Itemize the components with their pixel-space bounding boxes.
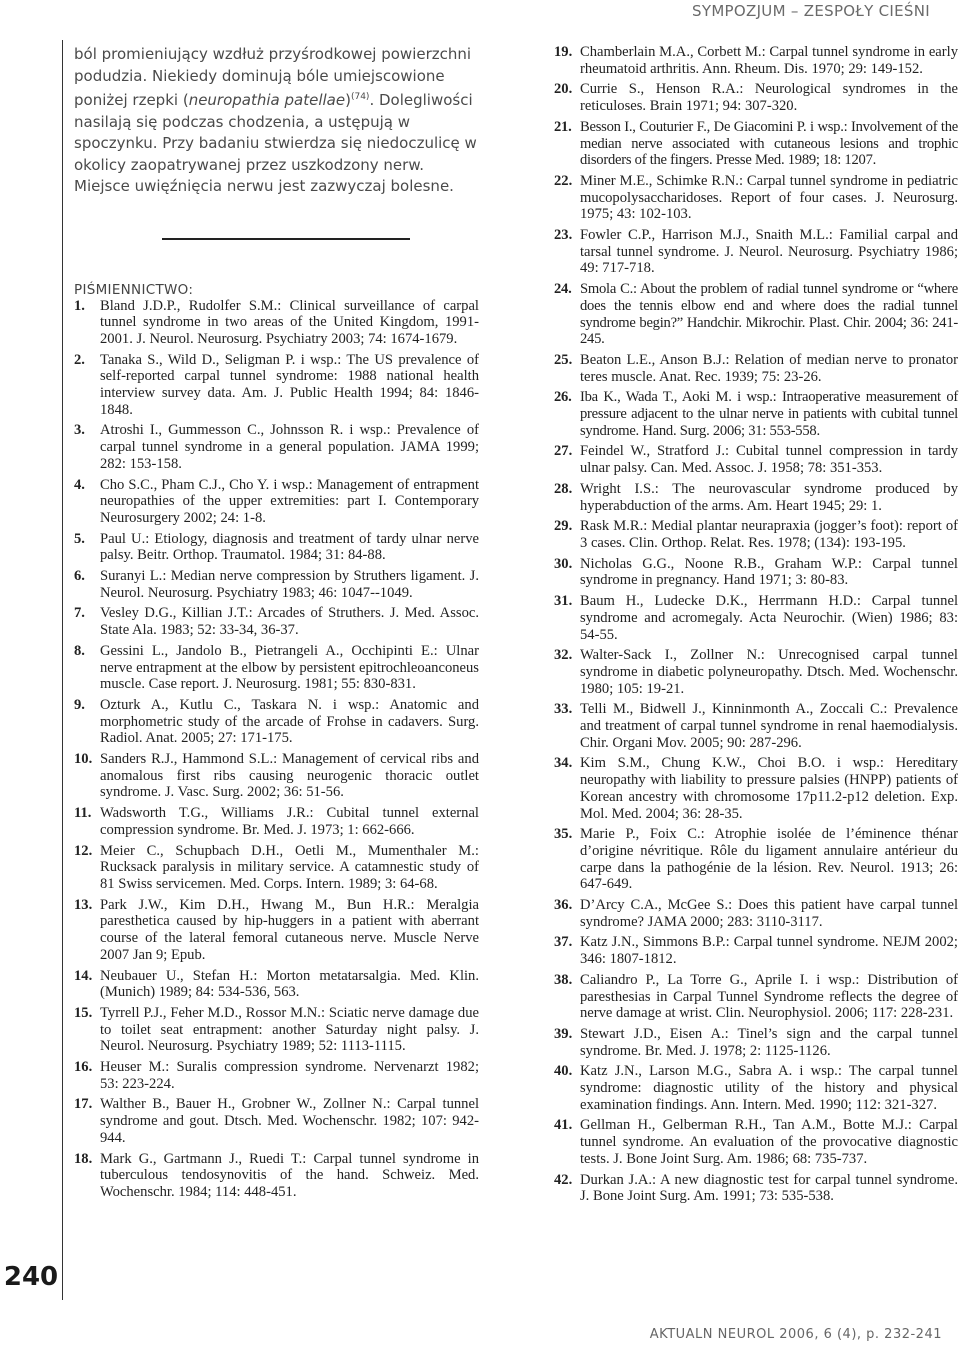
reference-item: 1. Bland J.D.P., Rudolfer S.M.: Clinical surveillance of carpal tunnel syndrome in two areas of the United Kingdom, 1991-2001. J. Neurol. Neurosurg. Psychiatry 2003; 74: 1674-1679. — [74, 297, 479, 347]
reference-item: 2. Tanaka S., Wild D., Seligman P. i wsp.: The US prevalence of self-reported carpal tunnel syndrome: 1988 national health interview survey data. Am. J. Public Health 1994; 84: 1846-1848. — [74, 351, 479, 418]
reference-item: 39. Stewart J.D., Eisen A.: Tinel’s sign and the carpal tunnel syndrome. Br. Med. J. 1978; 2: 1125-1126. — [554, 1025, 958, 1059]
reference-item: 29. Rask M.R.: Medial plantar neurapraxia (jogger’s foot): report of 3 cases. Clin. Orthop. Relat. Res. 1978; (134): 193-195. — [554, 518, 958, 551]
reference-item: 21. Besson I., Couturier F., De Giacomini P. i wsp.: Involvement of the median nerve associated with cutaneous lesions and trophic disorders of the fingers. Presse Med. 1989; 18: 1207. — [554, 118, 958, 169]
reference-item: 22. Miner M.E., Schimke R.N.: Carpal tunnel syndrome in pediatric mucopolysaccharidoses. Report of four cases. J. Neurosurg. 1975; 43: 102-103. — [554, 172, 958, 223]
reference-item: 3. Atroshi I., Gummesson C., Johnsson R. i wsp.: Prevalence of carpal tunnel syndrome in a general population. JAMA 1999; 282: 153-158. — [74, 422, 479, 472]
reference-item: 16. Heuser M.: Suralis compression syndrome. Nervenarzt 1982; 53: 223-224. — [74, 1059, 479, 1092]
reference-list-left — [74, 298, 479, 1201]
journal-footer: AKTUALN NEUROL 2006, 6 (4), p. 232-241 — [649, 1327, 942, 1342]
reference-item: 14. Neubauer U., Stefan H.: Morton metatarsalgia. Med. Klin. (Munich) 1989; 84: 534-536, 563. — [74, 967, 479, 1001]
left-column — [74, 44, 479, 1205]
reference-item: 24. Smola C.: About the problem of radial tunnel syndrome or “where does the tennis elbow end and where does the radial tunnel syndrome begin?” Handchir. Mikrochir. Plast. Chir. 2004; 36: 241-245. — [554, 281, 958, 348]
reference-item: 30. Nicholas G.G., Noone R.B., Graham W.P.: Carpal tunnel syndrome in pregnancy. Hand 1971; 3: 80-83. — [554, 555, 958, 589]
reference-item: 18. Mark G., Gartmann J., Ruedi T.: Carpal tunnel syndrome in tuberculous tendosynovitis of the hand. Schweiz. Med. Wochenschr. 1984; 114: 448-451. — [74, 1150, 479, 1200]
reference-item: 41. Gellman H., Gelberman R.H., Tan A.M., Botte M.J.: Carpal tunnel syndrome. An evaluation of the provocative diagnostic tests. J. Bone Joint Surg. Am. 1986; 68: 735-737. — [554, 1117, 958, 1167]
reference-item: 19. Chamberlain M.A., Corbett M.: Carpal tunnel syndrome in early rheumatoid arthritis. Ann. Rheum. Dis. 1970; 29: 149-152. — [554, 44, 958, 77]
references-heading: PIŚMIENNICTWO: — [74, 281, 194, 298]
reference-item: 28. Wright I.S.: The neurovascular syndrome produced by hyperabduction of the arms. Am. Heart 1945; 29: 1. — [554, 480, 958, 514]
reference-item: 40. Katz J.N., Larson M.G., Sabra A. i wsp.: The carpal tunnel syndrome: diagnostic utility of the history and physical examination findings. Ann. Intern. Med. 1990; 112: 321-327. — [554, 1063, 958, 1113]
reference-item: 32. Walter-Sack I., Zollner N.: Unrecognised carpal tunnel syndrome in diabetic polyneuropathy. Dtsch. Med. Wochenschr. 1980; 105: 19-21. — [554, 647, 958, 697]
reference-item: 6. Suranyi L.: Median nerve compression by Struthers ligament. J. Neurol. Neurosurg. Psychiatry 1983; 46: 1047--1049. — [74, 568, 479, 601]
reference-item: 11. Wadsworth T.G., Williams J.R.: Cubital tunnel external compression syndrome. Br. Med. J. 1973; 1: 662-666. — [74, 805, 479, 838]
reference-item: 25. Beaton L.E., Anson B.J.: Relation of median nerve to pronator teres muscle. Anat. Rec. 1939; 75: 23-26. — [554, 351, 958, 385]
reference-item: 17. Walther B., Bauer H., Grobner W., Zollner N.: Carpal tunnel syndrome and gout. Dtsch. Med. Wochenschr. 1982; 107: 942-944. — [74, 1096, 479, 1146]
intro-paragraph: ból promieniujący wzdłuż przyśrodkowej powierzchni podudzia. Niekiedy dominują bóle umiejscowione poniżej rzepki (neuropathia patellae)$^{(74)}$. Dolegliwości nasilają się podczas chodzenia, a ustępują w spoczynku. Przy badaniu stwierdza się niedoczulicę w okolicy zaopatrywanej przez uszkodzony nerw. Miejsce uwięźnięcia nerwu jest zazwyczaj bolesne. — [74, 45, 477, 195]
reference-item: 26. Iba K., Wada T., Aoki M. i wsp.: Intraoperative measurement of pressure adjacent to the ulnar nerve in patients with cubital tunnel syndrome. Hand. Surg. 2006; 31: 553-558. — [554, 389, 958, 439]
reference-item: 31. Baum H., Ludecke D.K., Herrmann H.D.: Carpal tunnel syndrome and acromegaly. Acta Neurochir. (Wien) 1986; 83: 54-55. — [554, 593, 958, 643]
reference-item: 35. Marie P., Foix C.: Atrophie isolée de l’éminence thénar d’origine névritique. Rôle du ligament annulaire antérieur du carpe dans la pathogénie de la lésion. Rev. Neurol. 1913; 26: 647-649. — [554, 826, 958, 893]
reference-item: 7. Vesley D.G., Killian J.T.: Arcades of Struthers. J. Med. Assoc. State Ala. 1983; 52: 33-34, 36-37. — [74, 605, 479, 639]
page-number: 240 — [3, 1262, 59, 1292]
reference-item: 9. Ozturk A., Kutlu C., Taskara N. i wsp.: Anatomic and morphometric study of the arcade of Frohse in cadavers. Surg. Radiol. Anat. 2005; 27: 171-175. — [74, 696, 479, 747]
reference-item: 37. Katz J.N., Simmons B.P.: Carpal tunnel syndrome. NEJM 2002; 346: 1807-1812. — [554, 934, 958, 968]
reference-item: 23. Fowler C.P., Harrison M.J., Snaith M.L.: Familial carpal and tarsal tunnel syndrome. J. Neurol. Neurosurg. Psychiatry 1986; 49: 717-718. — [554, 227, 958, 277]
reference-item: 36. D’Arcy C.A., McGee S.: Does this patient have carpal tunnel syndrome? JAMA 2000; 283: 3110-3117. — [554, 897, 958, 930]
right-column — [554, 44, 958, 1209]
reference-item: 12. Meier C., Schupbach D.H., Oetli M., Mumenthaler M.: Rucksack paralysis in military service. A catamnestic study of 81 Swiss servicemen. Med. Corps. Intern. 1989; 3: 64-68. — [74, 842, 479, 892]
reference-item: 13. Park J.W., Kim D.H., Hwang M., Bun H.R.: Meralgia paresthetica caused by hip-huggers in a patient with aberrant course of the lateral femoral cutaneous nerve. Muscle Nerve 2007 Jan 9; Epub. — [74, 896, 479, 963]
reference-item: 34. Kim S.M., Chung K.W., Choi B.O. i wsp.: Hereditary neuropathy with liability to pressure palsies (HNPP) patients of Korean ancestry with chromosome 17p11.2-p12 deletion. Exp. Mol. Med. 2004; 36: 28-35. — [554, 755, 958, 822]
reference-item: 8. Gessini L., Jandolo B., Pietrangeli A., Occhipinti E.: Ulnar nerve entrapment at the elbow by persistent epitrochleoanconeus muscle. Case report. J. Neurosurg. 1981; 55: 830-831. — [74, 642, 479, 693]
reference-item: 15. Tyrrell P.J., Feher M.D., Rossor M.N.: Sciatic nerve damage due to toilet seat entrapment: another Saturday night palsy. J. Neurol. Neurosurg. Psychiatry 1989; 52: 1113-1115. — [74, 1004, 479, 1055]
running-header: SYMPOZJUM – ZESPOŁY CIEŚNI — [692, 2, 930, 20]
margin-rule — [62, 40, 63, 1300]
reference-item: 33. Telli M., Bidwell J., Kinninmonth A., Zoccali C.: Prevalence and treatment of carpal tunnel syndrome in renal haemodialysis. Chir. Organi Mov. 2005; 90: 287-296. — [554, 701, 958, 751]
reference-item: 38. Caliandro P., La Torre G., Aprile I. i wsp.: Distribution of paresthesias in Carpal Tunnel Syndrome reflects the degree of nerve damage at wrist. Clin. Neurophysiol. 2006; 117: 228-231. — [554, 971, 958, 1022]
reference-item: 27. Feindel W., Stratford J.: Cubital tunnel compression in tardy ulnar palsy. Can. Med. Assoc. J. 1958; 78: 351-353. — [554, 443, 958, 477]
reference-item: 42. Durkan J.A.: A new diagnostic test for carpal tunnel syndrome. J. Bone Joint Surg. Am. 1991; 73: 535-538. — [554, 1171, 958, 1205]
reference-item: 5. Paul U.: Etiology, diagnosis and treatment of tardy ulnar nerve palsy. Beitr. Orthop. Traumatol. 1984; 31: 84-88. — [74, 530, 479, 564]
section-separator — [162, 238, 410, 240]
reference-list-right — [554, 44, 958, 1205]
reference-item: 20. Currie S., Henson R.A.: Neurological syndromes in the reticuloses. Brain 1971; 94: 307-320. — [554, 81, 958, 115]
reference-item: 4. Cho S.C., Pham C.J., Cho Y. i wsp.: Management of entrapment neuropathies of the upper extremities: part I. Contemporary Neurosurgery 2002; 24: 1-8. — [74, 476, 479, 526]
reference-item: 10. Sanders R.J., Hammond S.L.: Management of cervical ribs and anomalous first ribs causing neurogenic thoracic outlet syndrome. J. Vasc. Surg. 2002; 36: 51-56. — [74, 751, 479, 801]
